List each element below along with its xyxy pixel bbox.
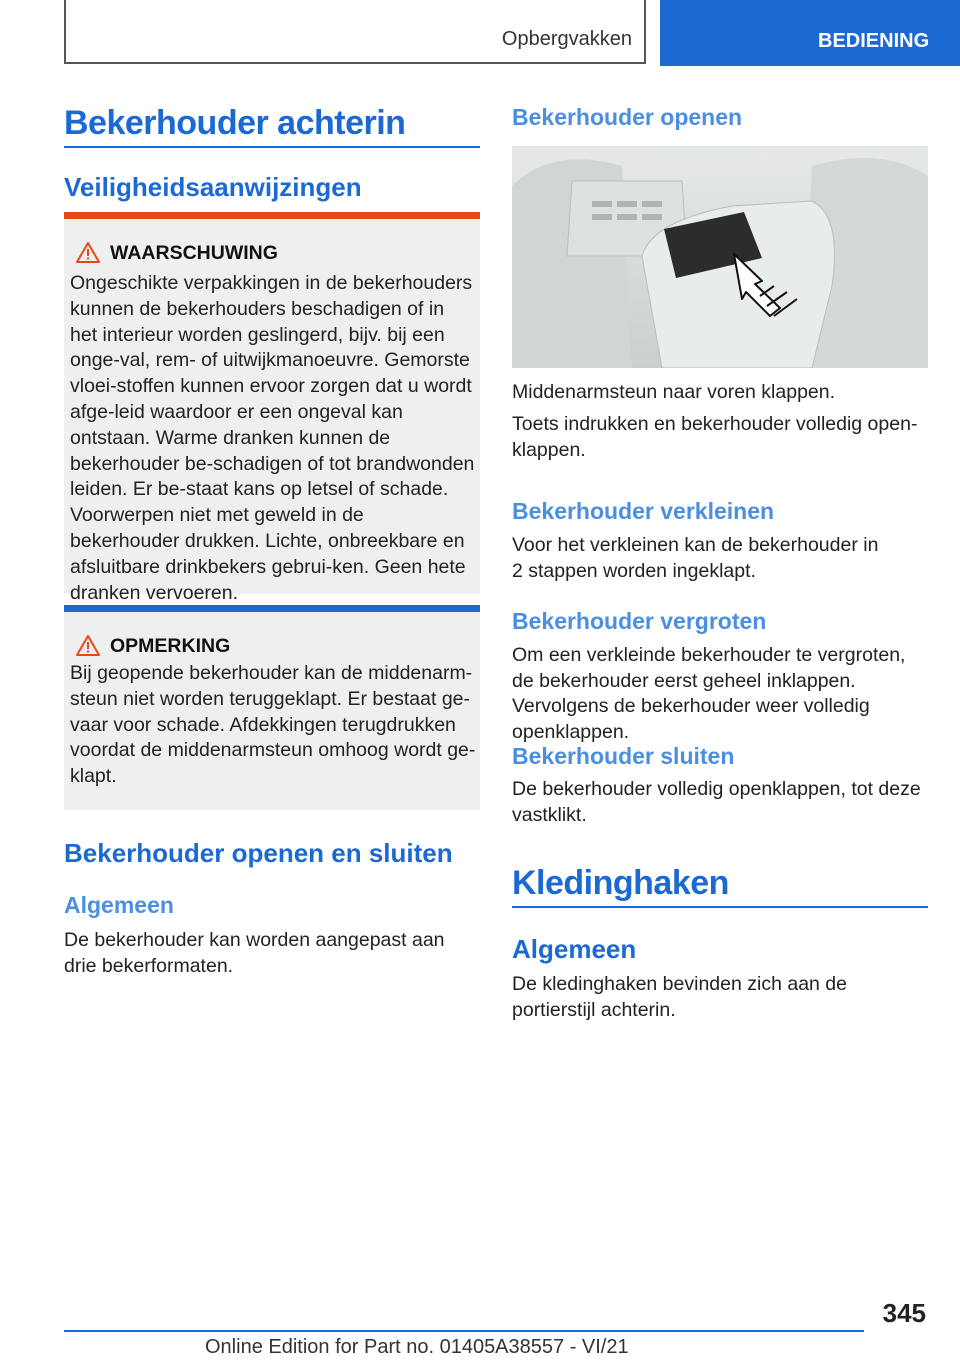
enlarge-text: Om een verkleinde bekerhouder te vergroten, de bekerhouder eerst geheel inklappen. Vervolgens de bekerhouder weer volledig openklappen. [512,644,906,743]
open-step-2: Toets indrukken en bekerhouder volledig open-klappen. [512,413,918,461]
page-title: Bekerhouder achterin [64,104,406,142]
general-heading: Algemeen [64,892,174,918]
reduce-text: Voor het verkleinen kan de bekerhouder in 2 stappen worden ingeklapt. [512,534,879,582]
warning-label: WAARSCHUWING [110,242,278,264]
chapter-tab-label: BEDIENING [818,30,930,52]
open-heading: Bekerhouder openen [512,104,743,130]
edition-footer: Online Edition for Part no. 01405A38557 - VI/21 [205,1336,629,1358]
note-text: Bij geopende bekerhouder kan de middenarm-steun niet worden teruggeklapt. Er bestaat ge-vaar voor schade. Afdekkingen terugdrukken voordat de middenarmsteun omhoog wordt ge-klapt. [70,662,476,788]
header-section-title: Opbergvakken [501,28,632,50]
hooks-general-heading: Algemeen [512,934,637,964]
hooks-general-text: De kledinghaken bevinden zich aan de portierstijl achterin. [512,973,847,1021]
open-close-heading: Bekerhouder openen en sluiten [64,838,453,868]
warning-box [64,212,480,604]
open-step-1: Middenarmsteun naar voren klappen. [512,381,836,403]
close-heading: Bekerhouder sluiten [512,743,735,769]
chapter-tab[interactable] [660,0,960,66]
header-frame [64,0,646,64]
general-text: De bekerhouder kan worden aangepast aan drie bekerformaten. [64,929,445,977]
armrest-photo [512,146,928,368]
safety-heading: Veiligheidsaanwijzingen [64,172,362,202]
hooks-title-rule [512,906,928,908]
title-rule [64,146,480,148]
armrest-illustration [512,146,928,368]
page-number: 345 [882,1298,926,1328]
note-box [64,605,480,810]
warning-text: Ongeschikte verpakkingen in de bekerhouders kunnen de bekerhouders beschadigen of in het interieur worden geslingerd, bijv. bij een onge-val, rem- of uitwijkmanoeuvre. Gemorste vloei-stoffen kunnen ervoor zorgen dat u wordt afge-leid waardoor er een ongeval kan ontstaan. Warme dranken kunnen de bekerhouder be-schadigen of tot brandwonden leiden. Er be-staat kans op letsel of schade. Voorwerpen niet met geweld in de bekerhouder drukken. Lichte, onbreekbare en afsluitbare drinkbekers gebrui-ken. Geen hete dranken vervoeren. [70,272,475,604]
warning-triangle-icon [76,241,100,263]
warning-triangle-icon [76,634,100,656]
footer-rule [64,1330,864,1332]
note-bar [64,605,480,612]
hooks-title: Kledinghaken [512,864,729,902]
reduce-heading: Bekerhouder verkleinen [512,498,775,524]
warning-bar [64,212,480,219]
enlarge-heading: Bekerhouder vergroten [512,608,767,634]
note-label: OPMERKING [110,635,231,657]
close-text: De bekerhouder volledig openklappen, tot deze vastklikt. [512,778,921,826]
